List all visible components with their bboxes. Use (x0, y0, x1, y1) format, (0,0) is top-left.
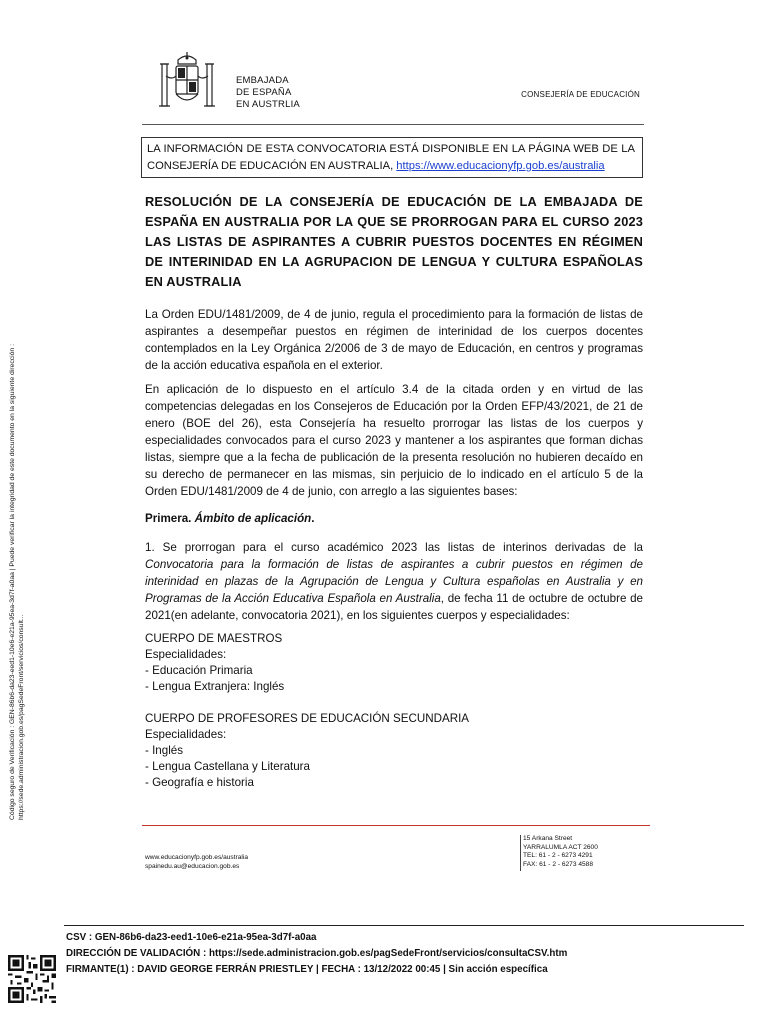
cuerpo-name: CUERPO DE PROFESORES DE EDUCACIÓN SECUNDARIA (145, 712, 470, 725)
resolution-title: RESOLUCIÓN DE LA CONSEJERÍA DE EDUCACIÓN DE LA EMBAJADA DE ESPAÑA EN AUSTRALIA POR LA QUE SE PRORROGAN PARA EL CURSO 2023 LAS LISTAS DE ASPIRANTES A CUBRIR PUESTOS DOCENTES EN RÉGIMEN DE INTERINIDAD EN LA AGRUPACION DE LENGUA Y CULTURA ESPAÑOLAS EN AUSTRALIA (145, 194, 643, 289)
paragraph-3-start: 1. Se prorrogan para el curso académico 2023 las listas de interinos derivadas de la (145, 541, 643, 554)
list-item: - Inglés (145, 744, 184, 757)
footer-contact (145, 853, 248, 871)
spain-coat-of-arms-icon (158, 50, 216, 122)
section-suffix: . (311, 512, 315, 525)
csv-divider (64, 925, 744, 926)
footer-email: spainedu.au@educacion.gob.es (145, 863, 240, 870)
csv-signer: FIRMANTE(1) : DAVID GEORGE FERRÁN PRIESTLEY | FECHA : 13/12/2022 00:45 | Sin acción específica (66, 964, 548, 975)
cuerpo-maestros-list (145, 631, 284, 695)
website-link[interactable]: https://www.educacionyfp.gob.es/australia (396, 160, 605, 172)
address-line: TEL: 61 - 2 - 6273 4291 (523, 852, 593, 859)
list-item: - Lengua Castellana y Literatura (145, 760, 310, 773)
paragraph-3-end: , de fecha 11 de octubre de octubre de 2021(en adelante, convocatoria 2021), en los siguientes cuerpos y especialidades: (145, 592, 643, 622)
qr-code-icon (8, 955, 56, 1003)
side-note-line: https://sede.administracion.gob.es/pagSedeFront/servicios/consult... (18, 614, 25, 820)
cuerpo-name: CUERPO DE MAESTROS (145, 632, 283, 645)
side-note-line: Código seguro de Verificación : GEN-86b6-da23-eed1-10e6-e21a-95ea-3d7f-a0aa | Puede verificar la integridad de este documento en la siguiente dirección : (9, 344, 16, 820)
side-verification-note (8, 300, 26, 820)
embassy-name (236, 75, 300, 111)
convocatoria-name: Convocatoria para la formación de listas de aspirantes a cubrir puestos en régimen de interinidad en plazas de la Agrupación de Lengua y Cultura españolas en Australia y en Programas de la Acción Educativa Española en Australia (145, 558, 643, 605)
list-item: - Lengua Extranjera: Inglés (145, 680, 285, 693)
paragraph-1: La Orden EDU/1481/2009, de 4 de junio, regula el procedimiento para la formación de listas de aspirantes a desempeñar puestos en régimen de interinidad de los cuerpos docentes contemplados en la Ley Orgánica 2/2006 de 3 de mayo de Educación, en centros y programas de la acción educativa española en el exterior. (145, 308, 643, 372)
embassy-line: EMBAJADA (236, 75, 289, 86)
footer-divider (142, 825, 650, 826)
embassy-line: EN AUSTRLIA (236, 99, 300, 110)
csv-signature-block (66, 930, 567, 978)
csv-validation-address: DIRECCIÓN DE VALIDACIÓN : https://sede.administracion.gob.es/pagSedeFront/servicios/consultaCSV.htm (66, 948, 568, 959)
paragraph-3 (145, 539, 643, 624)
footer-address (520, 835, 653, 871)
section-heading (145, 512, 314, 525)
info-notice-text: LA INFORMACIÓN DE ESTA CONVOCATORIA ESTÁ DISPONIBLE EN LA PÁGINA WEB DE LA CONSEJERÍA DE EDUCACIÓN EN AUSTRALIA, (147, 143, 635, 172)
section-title: Ámbito de aplicación (194, 512, 312, 525)
specialties-label: Especialidades: (145, 648, 227, 661)
list-item: - Geografía e historia (145, 776, 254, 789)
address-line: FAX: 61 - 2 - 6273 4588 (523, 860, 594, 868)
specialties-label: Especialidades: (145, 728, 227, 741)
embassy-line: DE ESPAÑA (236, 87, 292, 98)
department-name: CONSEJERÍA DE EDUCACIÓN (521, 90, 640, 99)
cuerpo-secundaria-list (145, 711, 469, 791)
csv-code: CSV : GEN-86b6-da23-eed1-10e6-e21a-95ea-3d7f-a0aa (66, 932, 317, 943)
paragraph-2: En aplicación de lo dispuesto en el artículo 3.4 de la citada orden y en virtud de las competencias delegadas en los Consejeros de Educación por la Orden EFP/43/2021, de 21 de enero (BOE del 26), esta Consejería ha resuelto prorrogar las listas de los cuerpos y especialidades convocados para el curso 2023 y mantener a los aspirantes que forman dichas listas, siempre que a la fecha de publicación de la presenta resolución no hubieren decaído en su derecho de permanecer en las mismas, sin perjuicio de lo indicado en el artículo 5 de la Orden EDU/1481/2009 de 4 de junio, con arreglo a las siguientes bases: (145, 383, 643, 498)
header-divider (142, 124, 644, 125)
list-item: - Educación Primaria (145, 664, 253, 677)
info-notice-box (141, 137, 643, 178)
address-line: 15 Arkana Street (523, 835, 573, 842)
section-label: Primera. (145, 512, 192, 525)
address-line: YARRALUMLA ACT 2600 (523, 843, 598, 851)
footer-web: www.educacionyfp.gob.es/australia (145, 854, 248, 861)
